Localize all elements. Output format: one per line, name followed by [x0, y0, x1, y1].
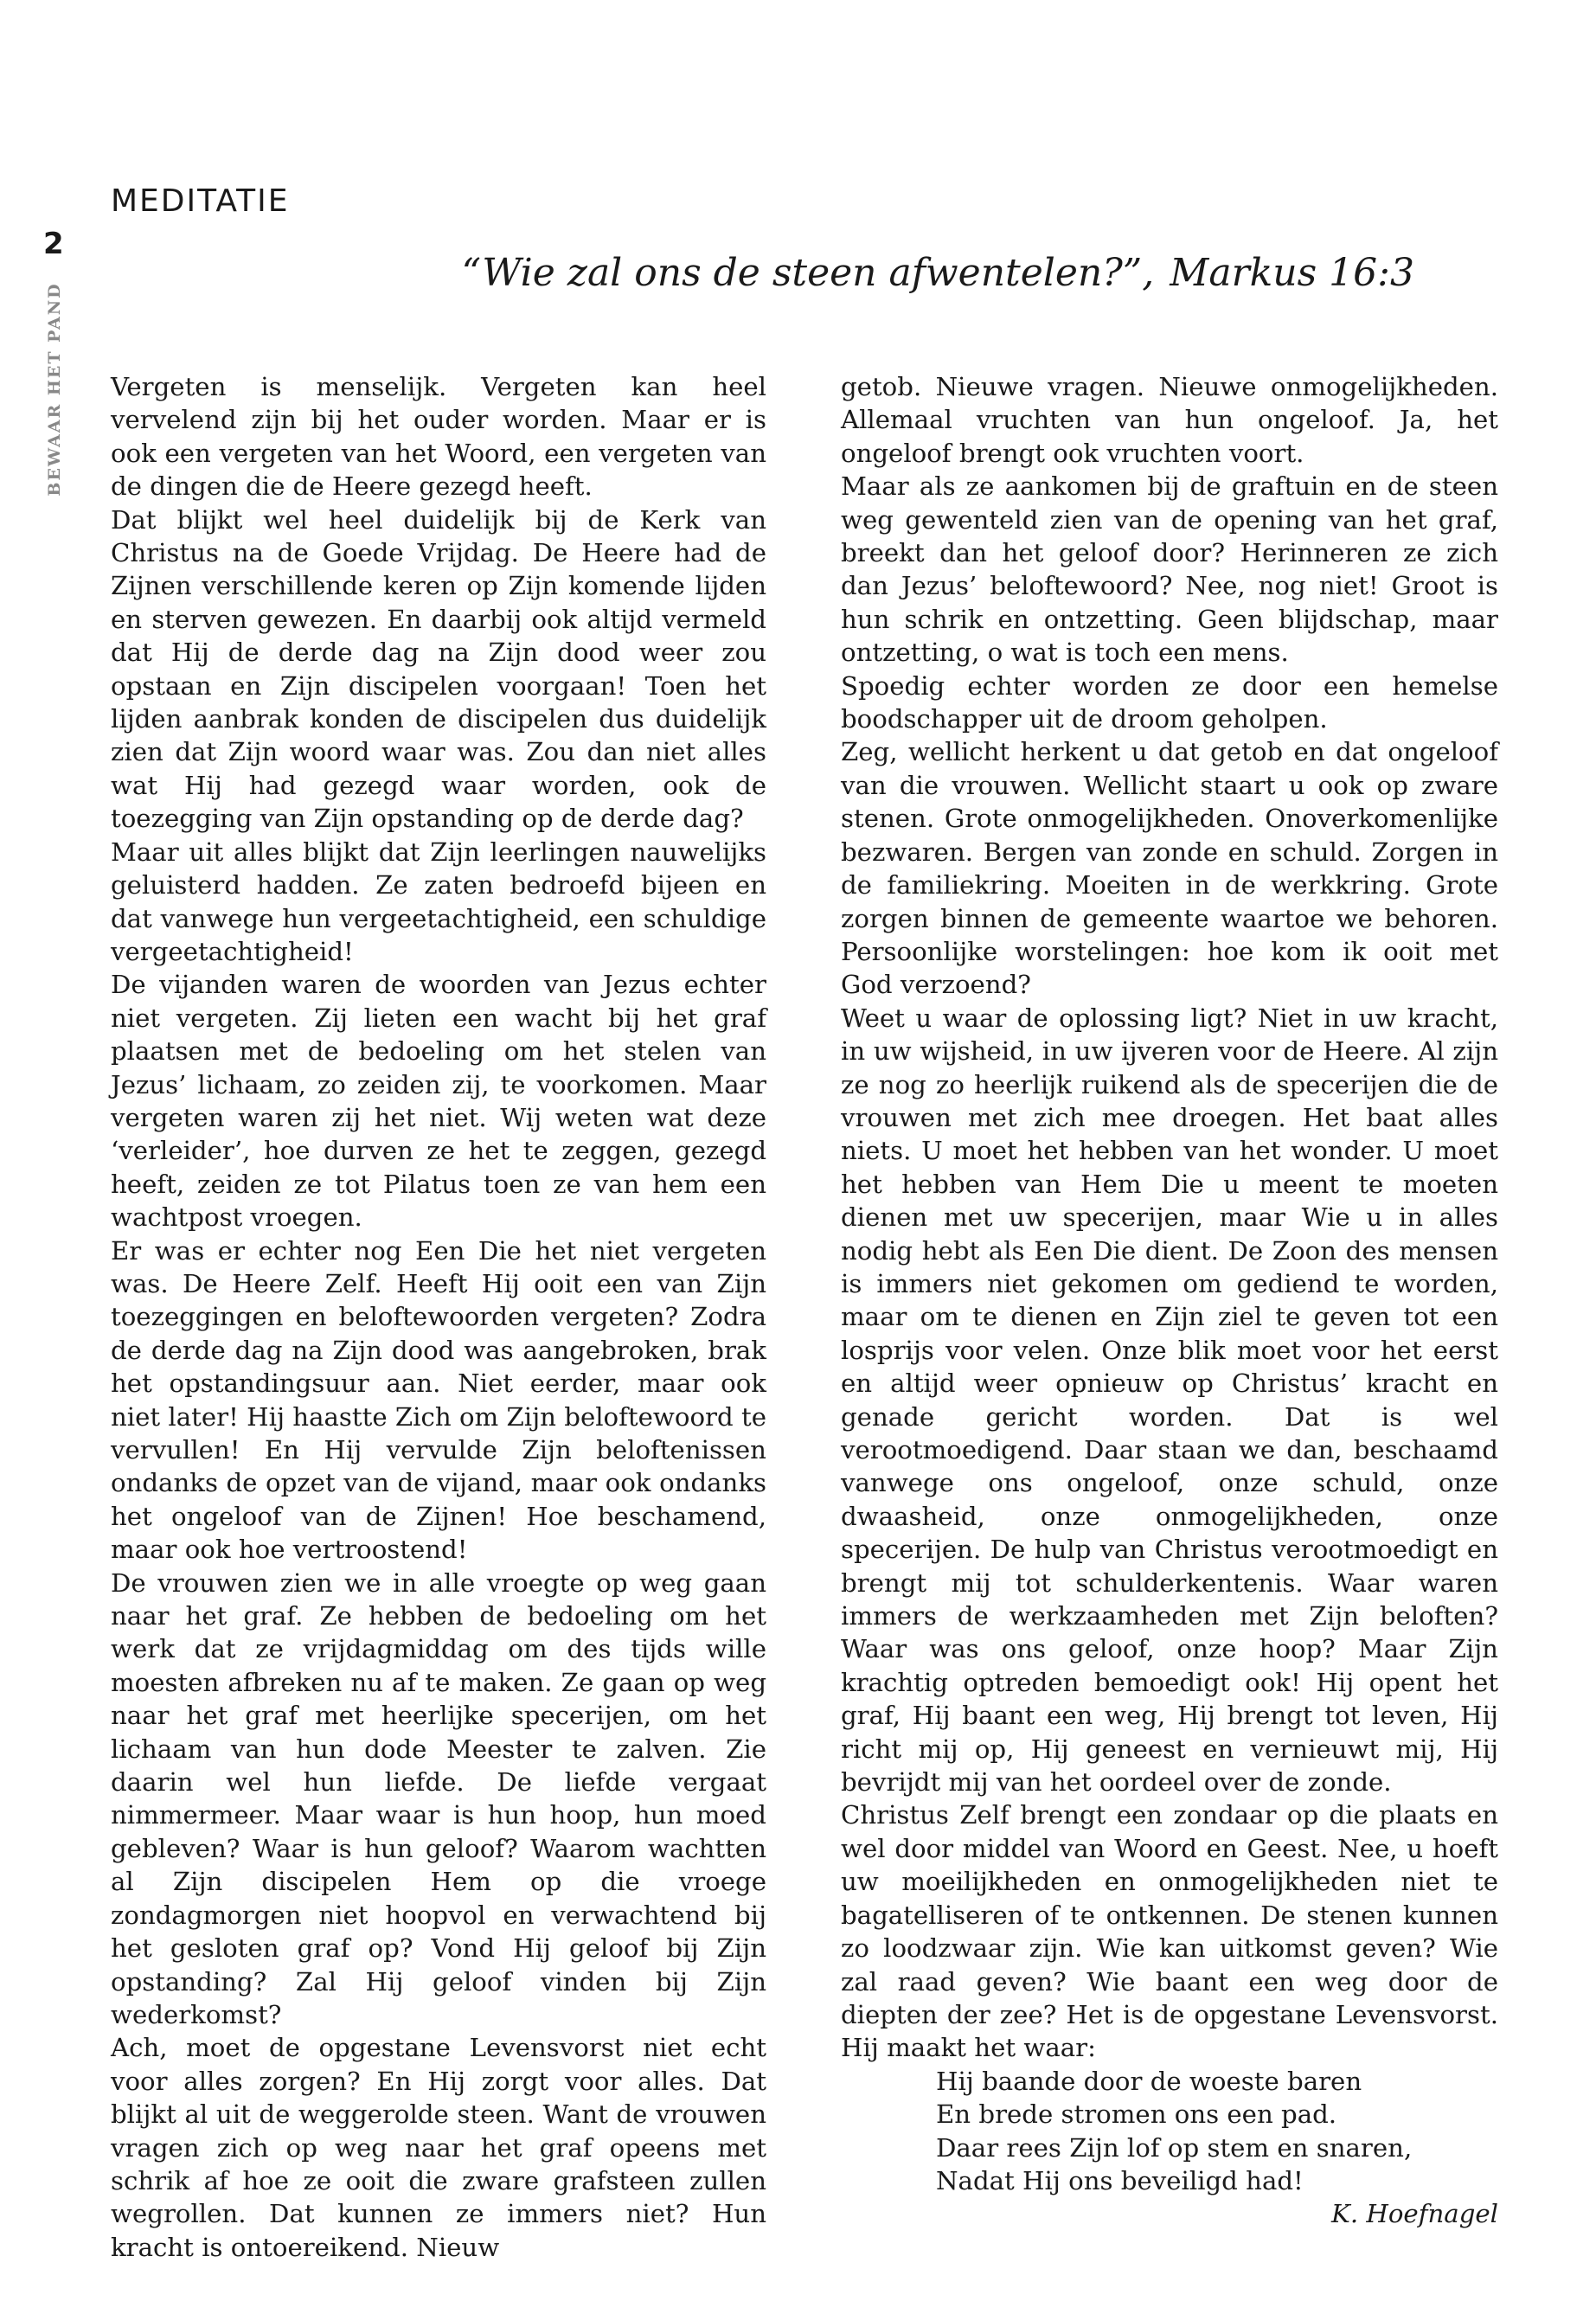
section-label: MEDITATIE	[111, 183, 290, 219]
poem-stanza	[841, 2065, 1498, 2198]
paragraph: Maar als ze aankomen bij de graftuin en de steen weg gewenteld zien van de opening van het graf, breekt dan het geloof door? Herinneren ze zich dan Jezus’ beloftewoord? Nee, nog niet! Groot is hun schrik en ontzetting. Geen blijdschap, maar ontzetting, o wat is toch een mens.	[841, 471, 1498, 668]
paragraph: Dat blijkt wel heel duidelijk bij de Kerk van Christus na de Goede Vrijdag. De Heere had de Zijnen verschillende keren op Zijn komende lijden en sterven gewezen. En daarbij ook altijd vermeld dat Hij de derde dag na Zijn dood weer zou opstaan en Zijn discipelen voorgaan! Toen het lijden aanbrak konden de discipelen dus duidelijk zien dat Zijn woord waar was. Zou dan niet alles wat Hij had gezegd waar worden, ook de toezegging van Zijn opstanding op de derde dag?	[111, 504, 766, 834]
running-head-text: BEWAAR HET PAND	[45, 282, 64, 497]
scripture-reference: Markus 16:3	[1170, 251, 1414, 295]
paragraph: Ach, moet de opgestane Levensvorst niet echt voor alles zorgen? En Hij zorgt voor alles. Dat blijkt al uit de weggerolde steen. Want de vrouwen vragen zich op weg naar het graf opeens met schrik af hoe ze ooit die zware grafsteen zullen wegrollen. Dat kunnen ze immers niet? Hun kracht is ontoereikend. Nieuw	[111, 2033, 766, 2262]
poem-line: Nadat Hij ons beveiligd had!	[936, 2165, 1304, 2195]
paragraph: Christus Zelf brengt een zondaar op die plaats en wel door middel van Woord en Geest. Nee, u hoeft uw moeilijkheden en onmogelijkheden niet te bagatelliseren of te ontkennen. De stenen kunnen zo loodzwaar zijn. Wie kan uitkomst geven? Wie zal raad geven? Wie baant een weg door de diepten der zee? Het is de opgestane Levensvorst. Hij maakt het waar:	[841, 1800, 1498, 2063]
paragraph: Zeg, wellicht herkent u dat getob en dat ongeloof van die vrouwen. Wellicht staart u ook op zware stenen. Grote onmogelijkheden. Onoverkomenlijke bezwaren. Bergen van zonde en schuld. Zorgen in de familiekring. Moeiten in de werkkring. Grote zorgen binnen de gemeente waartoe we behoren. Persoonlijke worstelingen: hoe kom ik ooit met God verzoend?	[841, 737, 1498, 1000]
poem-line: En brede stromen ons een pad.	[936, 2099, 1337, 2130]
poem-line: Daar rees Zijn lof op stem en snaren,	[936, 2132, 1413, 2163]
left-column	[111, 370, 766, 2264]
meditation-title	[462, 251, 1415, 295]
running-head	[42, 282, 67, 497]
paragraph: De vijanden waren de woorden van Jezus echter niet vergeten. Zij lieten een wacht bij het graf plaatsen met de bedoeling om het stelen van Jezus’ lichaam, zo zeiden zij, te voorkomen. Maar vergeten waren zij het niet. Wij weten wat deze ‘verleider’, hoe durven ze het te zeggen, gezegd heeft, zeiden ze tot Pilatus toen ze van hem een wachtpost vroegen.	[111, 970, 766, 1233]
poem-line: Hij baande door de woeste baren	[936, 2066, 1362, 2096]
paragraph: Maar uit alles blijkt dat Zijn leerlingen nauwelijks geluisterd hadden. Ze zaten bedroefd bijeen en dat vanwege hun vergeetachtigheid, een schuldige vergeetachtigheid!	[111, 836, 766, 966]
paragraph: Er was er echter nog Een Die het niet vergeten was. De Heere Zelf. Heeft Hij ooit een van Zijn toezeggingen en beloftewoorden vergeten? Zodra de derde dag na Zijn dood was aangebroken, brak het opstandingsuur aan. Niet eerder, maar ook niet later! Hij haastte Zich om Zijn beloftewoord te vervullen! En Hij vervulde Zijn beloftenissen ondanks de opzet van de vijand, maar ook ondanks het ongeloof van de Zijnen! Hoe beschamend, maar ook hoe vertroostend!	[111, 1235, 766, 1565]
author-signature: K. Hoefnagel	[1331, 2199, 1498, 2229]
page-number: 2	[43, 227, 64, 261]
paragraph: Spoedig echter worden ze door een hemelse boodschapper uit de droom geholpen.	[841, 670, 1498, 734]
paragraph: Vergeten is menselijk. Vergeten kan heel vervelend zijn bij het ouder worden. Maar er is ook een vergeten van het Woord, een vergeten van de dingen die de Heere gezegd heeft.	[111, 372, 766, 502]
paragraph: Weet u waar de oplossing ligt? Niet in uw kracht, in uw wijsheid, in uw ijveren voor de Heere. Al zijn ze nog zo heerlijk ruikend als de specerijen die de vrouwen met zich mee droegen. Het baat alles niets. U moet het hebben van het wonder. U moet het hebben van Hem Die u meent te moeten dienen met uw specerijen, maar Wie u in alles nodig hebt als Een Die dient. De Zoon des mensen is immers niet gekomen om gediend te worden, maar om te dienen en Zijn ziel te geven tot een losprijs voor velen. Onze blik moet voor het eerst en altijd weer opnieuw op Christus’ kracht en genade gericht worden. Dat is wel verootmoedigend. Daar staan we dan, beschaamd vanwege ons ongeloof, onze schuld, onze dwaasheid, onze onmogelijkheden, onze specerijen. De hulp van Christus verootmoedigt en brengt mij tot schulderkentenis. Waar waren immers de werkzaamheden met Zijn beloften? Waar was ons geloof, onze hoop? Maar Zijn krachtig optreden bemoedigt ook! Hij opent het graf, Hij baant een weg, Hij brengt tot leven, Hij richt mij op, Hij geneest en vernieuwt mij, Hij bevrijdt mij van het oordeel over de zonde.	[841, 1003, 1498, 1798]
paragraph: getob. Nieuwe vragen. Nieuwe onmogelijkheden. Allemaal vruchten van hun ongeloof. Ja, het ongeloof brengt ook vruchten voort.	[841, 372, 1498, 468]
right-column	[841, 370, 1498, 2231]
paragraph: De vrouwen zien we in alle vroegte op weg gaan naar het graf. Ze hebben de bedoeling om het werk dat ze vrijdagmiddag om des tijds wille moesten afbreken nu af te maken. Ze gaan op weg naar het graf met heerlijke specerijen, om het lichaam van hun dode Meester te zalven. Zie daarin wel hun liefde. De liefde vergaat nimmermeer. Maar waar is hun hoop, hun moed gebleven? Waar is hun geloof? Waarom wachtten al Zijn discipelen Hem op die vroege zondagmorgen niet hoopvol en verwachtend bij het gesloten graf op? Vond Hij geloof bij Zijn opstanding? Zal Hij geloof vinden bij Zijn wederkomst?	[111, 1567, 766, 2029]
title-quote: “Wie zal ons de steen afwentelen?”,	[461, 251, 1155, 295]
